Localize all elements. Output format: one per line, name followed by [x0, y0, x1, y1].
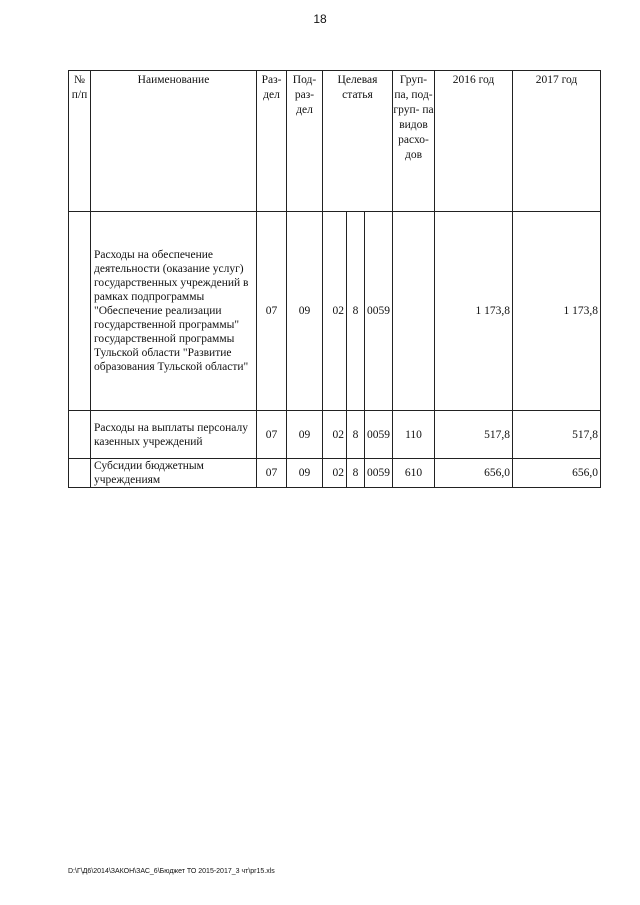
row-2017: 656,0 — [513, 459, 601, 488]
row-group: 610 — [393, 459, 435, 488]
row-target-sub: 8 — [347, 411, 365, 459]
row-subsection: 09 — [287, 411, 323, 459]
row-section: 07 — [257, 411, 287, 459]
table-row — [69, 459, 601, 488]
budget-table — [68, 70, 601, 488]
row-name: Расходы на обеспечение деятельности (оказание услуг) государственных учреждений в рамках подпрограммы "Обеспечение реализации государственной программы" государственной программы Тульской области "Развитие образования Тульской области" — [91, 212, 257, 411]
row-target-code: 0059 — [365, 459, 393, 488]
row-target-program: 02 — [323, 411, 347, 459]
header-name: Наименование — [91, 71, 257, 212]
row-target-sub: 8 — [347, 459, 365, 488]
row-name: Расходы на выплаты персоналу казенных учреждений — [91, 411, 257, 459]
row-target-sub: 8 — [347, 212, 365, 411]
header-group: Груп- па, под- груп- па видов расхо- дов — [393, 71, 435, 212]
row-section: 07 — [257, 212, 287, 411]
row-num — [69, 459, 91, 488]
row-group — [393, 212, 435, 411]
row-subsection: 09 — [287, 212, 323, 411]
table-row — [69, 411, 601, 459]
header-subsection: Под- раз- дел — [287, 71, 323, 212]
header-target: Целевая статья — [323, 71, 393, 212]
row-target-code: 0059 — [365, 212, 393, 411]
header-2016: 2016 год — [435, 71, 513, 212]
row-target-program: 02 — [323, 212, 347, 411]
row-target-program: 02 — [323, 459, 347, 488]
row-2016: 1 173,8 — [435, 212, 513, 411]
table-row — [69, 212, 601, 411]
header-num: № п/п — [69, 71, 91, 212]
header-section: Раз- дел — [257, 71, 287, 212]
header-2017: 2017 год — [513, 71, 601, 212]
row-target-code: 0059 — [365, 411, 393, 459]
row-2016: 656,0 — [435, 459, 513, 488]
row-2017: 1 173,8 — [513, 212, 601, 411]
row-num — [69, 212, 91, 411]
row-group: 110 — [393, 411, 435, 459]
row-2016: 517,8 — [435, 411, 513, 459]
page-number: 18 — [313, 12, 327, 26]
row-subsection: 09 — [287, 459, 323, 488]
row-name: Субсидии бюджетным учреждениям — [91, 459, 257, 488]
row-num — [69, 411, 91, 459]
row-2017: 517,8 — [513, 411, 601, 459]
file-path-footer: D:\Г\Д6\2014\ЗАКОН\ЗАС_6\Бюджет ТО 2015-2017_3 чт\pr15.xls — [68, 868, 275, 875]
row-section: 07 — [257, 459, 287, 488]
table-header-row — [69, 71, 601, 212]
